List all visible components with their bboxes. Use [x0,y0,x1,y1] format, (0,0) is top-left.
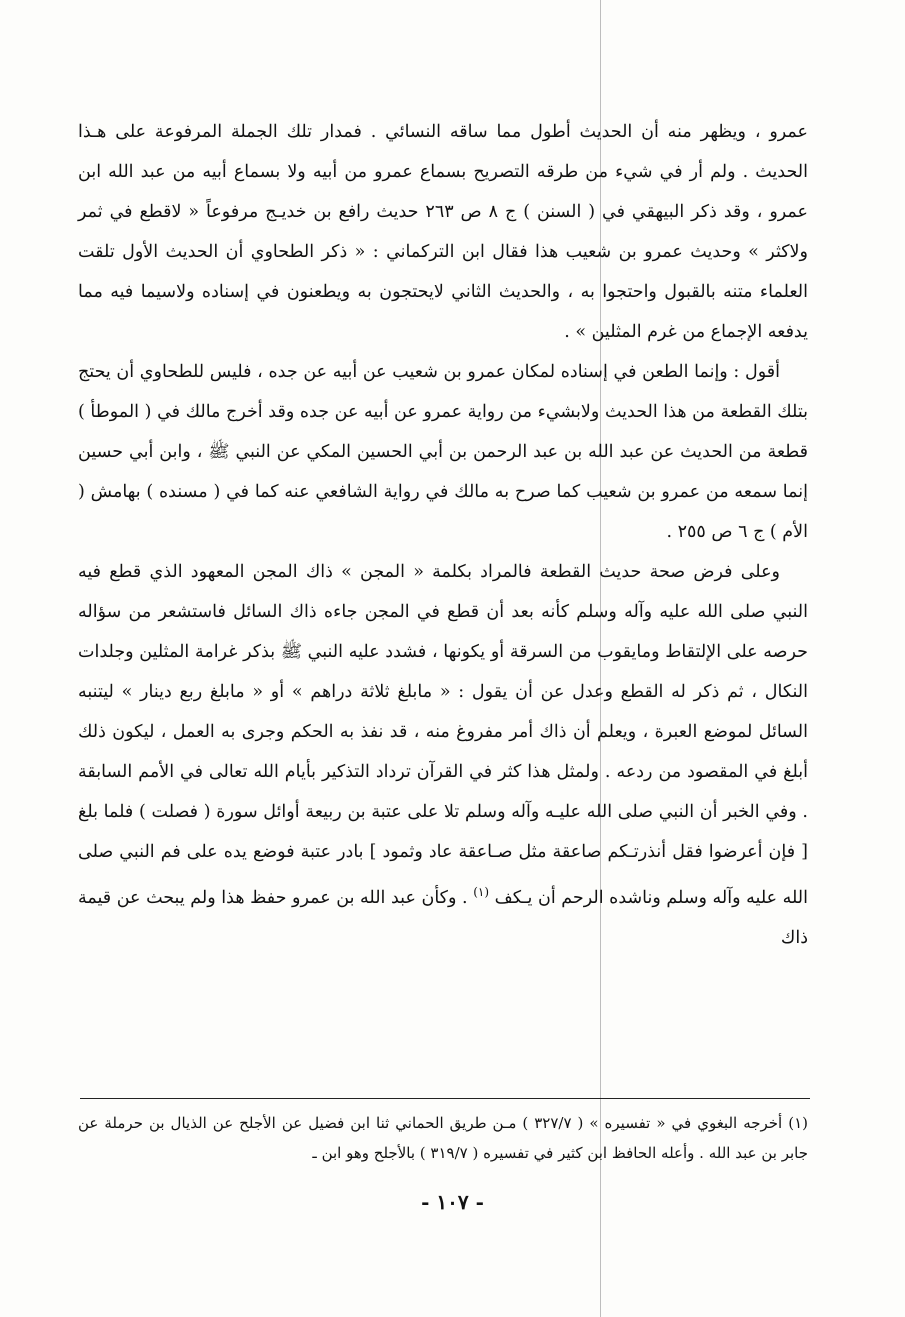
paragraph-3 [78,552,808,958]
page-number: - ١٠٧ - [421,1190,484,1214]
paragraph-2: أقول : وإنما الطعن في إسناده لمكان عمرو بن شعيب عن أبيه عن جده ، فليس للطحاوي أن يحتج بتلك القطعة من هذا الحديث ولابشيء من رواية عمرو عن أبيه عن جده وقد أخرج مالك في ( الموطأ ) قطعة من الحديث عن عبد الله بن عبد الرحمن بن أبي الحسين المكي عن النبي ﷺ ، وابن أبي حسين إنما سمعه من عمرو بن شعيب كما صرح به مالك في رواية الشافعي عنه كما في ( مسنده ) بهامش ( الأم ) ج ٦ ص ٢٥٥ . [78,362,808,542]
footnotes [78,1108,808,1168]
paragraph-3-tail: . وكأن عبد الله بن عمرو حفظ هذا ولم يبحث عن قيمة ذاك [78,887,808,948]
paragraph-1: عمرو ، ويظهر منه أن الحديث أطول مما ساقه النسائي . فمدار تلك الجملة المرفوعة على هـذا الحديث . ولم أر في شيء من طرقه التصريح بسماع عمرو من أبيه ولا بسماع أبيه من عبد الله ابن عمرو ، وقد ذكر البيهقي في ( السنن ) ج ٨ ص ٢٦٣ حديث رافع بن خديـج مرفوعاً « لاقطع في ثمر ولاكثر » وحديث عمرو بن شعيب هذا فقال ابن التركماني : « ذكر الطحاوي أن الحديث الأول تلقت العلماء متنه بالقبول واحتجوا به ، والحديث الثاني لايحتجون به ويطعنون في إسناده ولاسيما فيه مما يدفعه الإجماع من غرم المثلين » . [78,122,808,342]
paragraph-3-text: وعلى فرض صحة حديث القطعة فالمراد بكلمة « المجن » ذاك المجن المعهود الذي قطع فيه النبي صلى الله عليه وآله وسلم كأنه بعد أن قطع في المجن جاءه ذاك السائل فاستشعر من سؤاله حرصه على الإلتقاط ومايقوب من السرقة أو يكونها ، فشدد عليه النبي ﷺ بذكر غرامة المثلين وجلدات النكال ، ثم ذكر له القطع وعدل عن أن يقول : « مابلغ ثلاثة دراهم » أو « مابلغ ربع دينار » ليتنبه السائل لموضع العبرة ، ويعلم أن ذاك أمر مفروغ منه ، قد نفذ به الحكم وجرى به العمل ، ليكون ذلك أبلغ في المقصود من ردعه . ولمثل هذا كثر في القرآن ترداد التذكير بأيام الله تعالى في الأمم السابقة . وفي الخبر أن النبي صلى الله عليـه وآله وسلم تلا على عتبة بن ربيعة أوائل سورة ( فصلت ) فلما بلغ [ فإن أعرضوا فقل أنذرتـكم صاعقة مثل صـاعقة عاد وثمود ] بادر عتبة فوضع يده على فم النبي صلى الله عليه وآله وسلم وناشده الرحم أن يـكف [78,562,809,908]
main-text [78,112,808,958]
footnote-separator [80,1098,810,1099]
footnote-1: (١) أخرجه البغوي في « تفسيره » ( ٣٢٧/٧ ) مـن طريق الحماني ثنا ابن فضيل عن الأجلح عن الذيال بن حرملة عن جابر بن عبد الله . وأعله الحافظ ابن كثير في تفسيره ( ٣١٩/٧ ) بالأجلح وهو ابن ـ [78,1114,808,1162]
footnote-reference: (١) [473,885,490,899]
